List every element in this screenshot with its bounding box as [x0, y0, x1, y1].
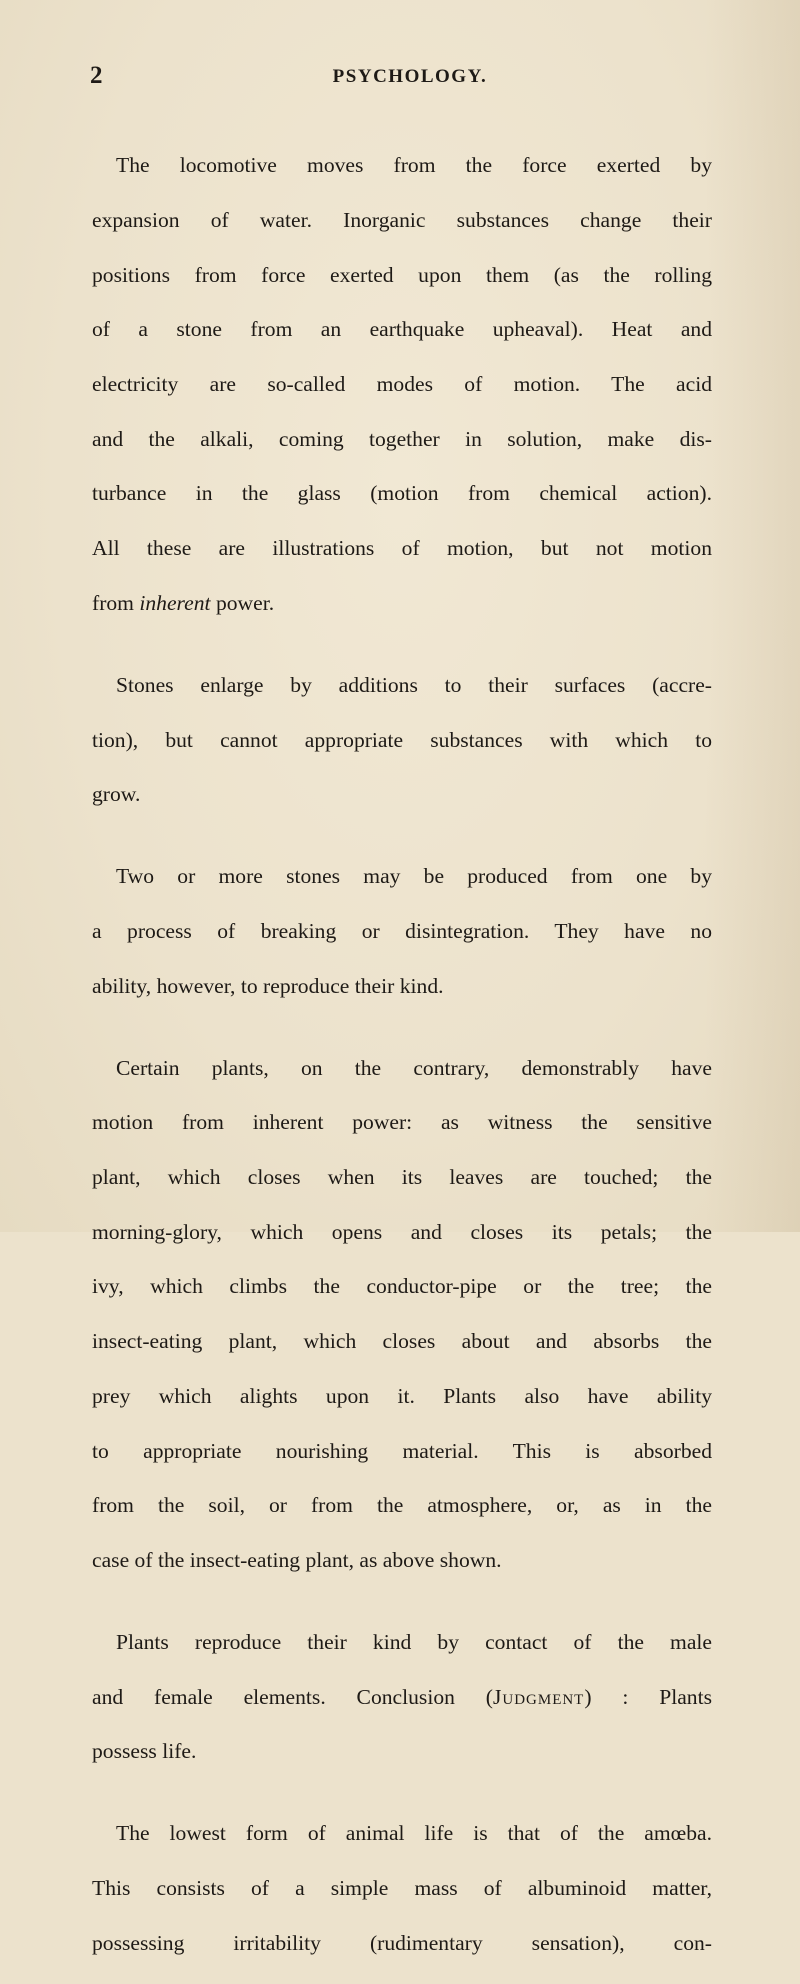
paragraph-6: [92, 1793, 712, 1984]
paragraph-2: [92, 645, 712, 836]
text-line: prey which alights upon it. Plants also have ability: [92, 1383, 712, 1408]
text-line: positions from force exerted upon them (as the rolling: [92, 262, 712, 287]
text-line: electricity are so-called modes of motion. The acid: [92, 372, 712, 397]
paragraph-4: [92, 1027, 712, 1601]
text-run: and female elements. Conclusion (: [92, 1684, 493, 1709]
text-line: a process of breaking or disintegration. They have no: [92, 918, 712, 943]
text-line: plant, which closes when its leaves are touched; the: [92, 1165, 712, 1190]
text-line: This consists of a simple mass of albuminoid matter,: [92, 1876, 712, 1900]
text-line: All these are illustrations of motion, but not motion: [92, 536, 712, 561]
text-line: insect-eating plant, which closes about and absorbs the: [92, 1329, 712, 1354]
text-line: possess life.: [92, 1739, 197, 1764]
text-line: Two or more stones may be produced from one by: [116, 864, 712, 889]
text-line: expansion of water. Inorganic substances change their: [92, 208, 712, 233]
emphasis-text: inherent: [139, 590, 211, 615]
text-line: grow.: [92, 782, 141, 807]
page-header: [90, 62, 730, 92]
text-line: The locomotive moves from the force exerted by: [116, 153, 712, 178]
body-text: [92, 125, 712, 1984]
text-line: [92, 1684, 712, 1711]
text-line: [92, 590, 712, 617]
text-line: The lowest form of animal life is that of the amœba.: [116, 1821, 712, 1846]
text-line: ability, however, to reproduce their kind.: [92, 973, 444, 998]
text-line: of a stone from an earthquake upheaval). Heat and: [92, 317, 712, 342]
text-line: morning-glory, which opens and closes its petals; the: [92, 1219, 712, 1244]
text-line: turbance in the glass (motion from chemical action).: [92, 481, 712, 506]
text-line: to appropriate nourishing material. This is absorbed: [92, 1438, 712, 1463]
running-head: PSYCHOLOGY.: [332, 66, 488, 87]
text-run: from: [92, 590, 140, 615]
paragraph-5: [92, 1602, 712, 1793]
smallcaps-text: Judgment: [492, 1684, 585, 1709]
text-line: case of the insect-eating plant, as above shown.: [92, 1547, 502, 1572]
text-line: Plants reproduce their kind by contact of the male: [116, 1629, 712, 1654]
text-line: tion), but cannot appropriate substances with which to: [92, 727, 712, 752]
text-line: from the soil, or from the atmosphere, or, as in the: [92, 1493, 712, 1518]
paragraph-1: [92, 125, 712, 645]
text-run: ) : Plants: [584, 1684, 712, 1709]
text-line: and the alkali, coming together in solution, make dis-: [92, 426, 712, 451]
page-number: 2: [90, 62, 103, 89]
text-line: possessing irritability (rudimentary sensation), con-: [92, 1930, 712, 1955]
text-line: Certain plants, on the contrary, demonstrably have: [116, 1055, 712, 1080]
text-run: power.: [210, 590, 275, 615]
text-line: Stones enlarge by additions to their surfaces (accre-: [116, 672, 712, 697]
paragraph-3: [92, 836, 712, 1027]
text-line: motion from inherent power: as witness the sensitive: [92, 1110, 712, 1135]
text-line: ivy, which climbs the conductor-pipe or the tree; the: [92, 1274, 712, 1299]
